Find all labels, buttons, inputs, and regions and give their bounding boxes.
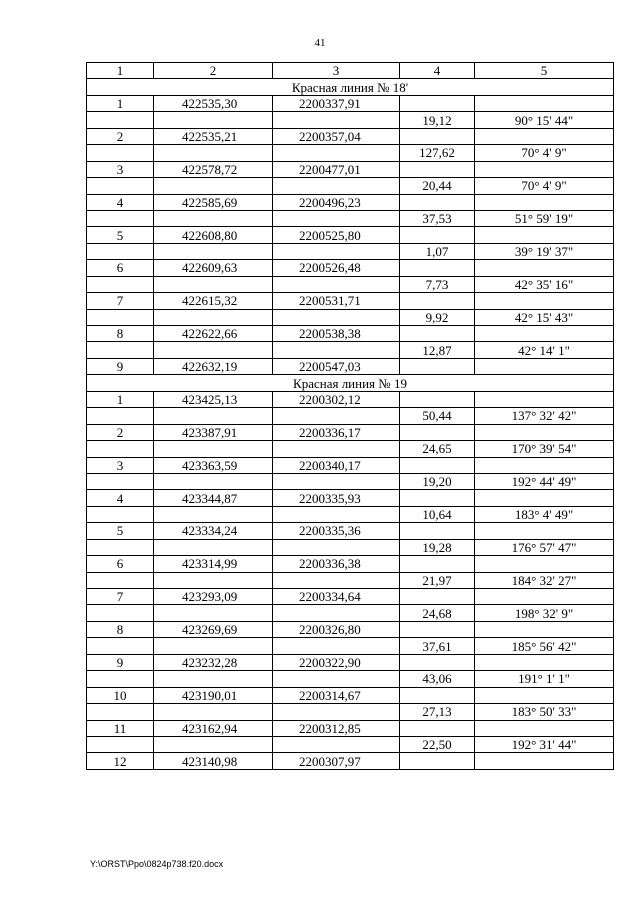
point-row [87, 523, 614, 539]
y-coordinate: 2200326,80 [273, 621, 400, 637]
y-coordinate: 2200357,04 [273, 128, 400, 144]
segment-row [87, 309, 614, 325]
segment-length: 21,97 [400, 572, 475, 588]
point-number: 8 [87, 621, 154, 637]
x-coordinate [154, 506, 273, 522]
point-row [87, 621, 614, 637]
point-number: 7 [87, 589, 154, 605]
segment-row [87, 704, 614, 720]
direction-angle: 42° 14' 1" [475, 342, 614, 358]
segment-length [400, 128, 475, 144]
point-number [87, 210, 154, 226]
x-coordinate: 423293,09 [154, 589, 273, 605]
x-coordinate [154, 441, 273, 457]
table-header-row [87, 63, 614, 79]
point-number [87, 704, 154, 720]
y-coordinate: 2200335,36 [273, 523, 400, 539]
point-row [87, 753, 614, 769]
segment-row [87, 473, 614, 489]
direction-angle: 192° 31' 44" [475, 736, 614, 752]
segment-row [87, 441, 614, 457]
y-coordinate [273, 408, 400, 424]
segment-length [400, 161, 475, 177]
x-coordinate [154, 671, 273, 687]
y-coordinate [273, 309, 400, 325]
point-number [87, 408, 154, 424]
page-number: 41 [314, 37, 326, 49]
direction-angle: 183° 50' 33" [475, 704, 614, 720]
point-number [87, 605, 154, 621]
segment-row [87, 145, 614, 161]
x-coordinate: 422609,63 [154, 260, 273, 276]
direction-angle: 51° 59' 19" [475, 210, 614, 226]
y-coordinate [273, 539, 400, 555]
section-title: Красная линия № 18' [87, 79, 614, 95]
segment-row [87, 243, 614, 259]
column-header-3: 3 [273, 63, 400, 79]
x-coordinate: 422622,66 [154, 326, 273, 342]
segment-row [87, 671, 614, 687]
y-coordinate [273, 736, 400, 752]
direction-angle: 185° 56' 42" [475, 638, 614, 654]
y-coordinate [273, 441, 400, 457]
segment-length: 37,53 [400, 210, 475, 226]
direction-angle [475, 128, 614, 144]
x-coordinate [154, 309, 273, 325]
segment-row [87, 736, 614, 752]
segment-length: 19,20 [400, 473, 475, 489]
segment-length [400, 556, 475, 572]
segment-length: 43,06 [400, 671, 475, 687]
direction-angle [475, 260, 614, 276]
direction-angle: 70° 4' 9" [475, 178, 614, 194]
y-coordinate: 2200526,48 [273, 260, 400, 276]
segment-row [87, 342, 614, 358]
point-row [87, 556, 614, 572]
segment-length [400, 457, 475, 473]
direction-angle: 184° 32' 27" [475, 572, 614, 588]
point-row [87, 161, 614, 177]
segment-length [400, 523, 475, 539]
direction-angle [475, 621, 614, 637]
y-coordinate [273, 178, 400, 194]
point-row [87, 260, 614, 276]
segment-length [400, 326, 475, 342]
coordinates-table-body [87, 63, 614, 770]
direction-angle: 137° 32' 42" [475, 408, 614, 424]
point-number [87, 441, 154, 457]
direction-angle: 198° 32' 9" [475, 605, 614, 621]
direction-angle [475, 753, 614, 769]
x-coordinate [154, 145, 273, 161]
point-number [87, 638, 154, 654]
point-row [87, 424, 614, 440]
direction-angle: 90° 15' 44" [475, 112, 614, 128]
point-number: 10 [87, 687, 154, 703]
point-number [87, 572, 154, 588]
y-coordinate [273, 342, 400, 358]
segment-length [400, 293, 475, 309]
y-coordinate: 2200336,17 [273, 424, 400, 440]
y-coordinate: 2200525,80 [273, 227, 400, 243]
point-number [87, 539, 154, 555]
column-header-5: 5 [475, 63, 614, 79]
x-coordinate: 423140,98 [154, 753, 273, 769]
segment-length: 22,50 [400, 736, 475, 752]
y-coordinate: 2200496,23 [273, 194, 400, 210]
segment-length: 10,64 [400, 506, 475, 522]
x-coordinate: 423269,69 [154, 621, 273, 637]
y-coordinate: 2200337,91 [273, 95, 400, 111]
x-coordinate: 423387,91 [154, 424, 273, 440]
point-number: 8 [87, 326, 154, 342]
segment-length: 37,61 [400, 638, 475, 654]
segment-length: 127,62 [400, 145, 475, 161]
x-coordinate [154, 704, 273, 720]
x-coordinate [154, 539, 273, 555]
x-coordinate [154, 605, 273, 621]
y-coordinate: 2200334,64 [273, 589, 400, 605]
point-number: 1 [87, 391, 154, 407]
point-number: 7 [87, 293, 154, 309]
direction-angle: 39° 19' 37" [475, 243, 614, 259]
section-title-row [87, 79, 614, 95]
point-number [87, 243, 154, 259]
x-coordinate: 422585,69 [154, 194, 273, 210]
x-coordinate: 422608,80 [154, 227, 273, 243]
y-coordinate: 2200547,03 [273, 358, 400, 374]
point-row [87, 490, 614, 506]
y-coordinate: 2200335,93 [273, 490, 400, 506]
point-row [87, 227, 614, 243]
y-coordinate [273, 506, 400, 522]
segment-length: 7,73 [400, 276, 475, 292]
point-number: 12 [87, 753, 154, 769]
segment-length [400, 358, 475, 374]
x-coordinate [154, 473, 273, 489]
y-coordinate [273, 704, 400, 720]
segment-length: 24,68 [400, 605, 475, 621]
direction-angle [475, 391, 614, 407]
column-header-2: 2 [154, 63, 273, 79]
point-number [87, 671, 154, 687]
y-coordinate [273, 605, 400, 621]
segment-length: 9,92 [400, 309, 475, 325]
direction-angle [475, 589, 614, 605]
point-row [87, 687, 614, 703]
y-coordinate: 2200340,17 [273, 457, 400, 473]
y-coordinate [273, 210, 400, 226]
direction-angle: 42° 35' 16" [475, 276, 614, 292]
x-coordinate [154, 572, 273, 588]
x-coordinate: 423162,94 [154, 720, 273, 736]
segment-length [400, 260, 475, 276]
segment-length: 20,44 [400, 178, 475, 194]
y-coordinate [273, 276, 400, 292]
point-row [87, 128, 614, 144]
segment-row [87, 539, 614, 555]
x-coordinate: 423190,01 [154, 687, 273, 703]
y-coordinate [273, 112, 400, 128]
segment-row [87, 506, 614, 522]
segment-length: 27,13 [400, 704, 475, 720]
point-number: 5 [87, 227, 154, 243]
point-number: 3 [87, 161, 154, 177]
segment-row [87, 638, 614, 654]
point-row [87, 654, 614, 670]
segment-length [400, 589, 475, 605]
segment-length: 50,44 [400, 408, 475, 424]
coordinates-table [86, 62, 614, 770]
y-coordinate: 2200538,38 [273, 326, 400, 342]
x-coordinate: 423334,24 [154, 523, 273, 539]
segment-length [400, 490, 475, 506]
segment-length: 1,07 [400, 243, 475, 259]
direction-angle [475, 490, 614, 506]
direction-angle [475, 227, 614, 243]
segment-length [400, 227, 475, 243]
segment-length [400, 95, 475, 111]
segment-length: 12,87 [400, 342, 475, 358]
y-coordinate: 2200531,71 [273, 293, 400, 309]
y-coordinate: 2200336,38 [273, 556, 400, 572]
point-number [87, 342, 154, 358]
direction-angle [475, 358, 614, 374]
x-coordinate [154, 408, 273, 424]
y-coordinate [273, 145, 400, 161]
segment-length [400, 654, 475, 670]
point-number: 4 [87, 194, 154, 210]
y-coordinate [273, 638, 400, 654]
point-number: 9 [87, 654, 154, 670]
x-coordinate: 422578,72 [154, 161, 273, 177]
y-coordinate: 2200322,90 [273, 654, 400, 670]
direction-angle [475, 687, 614, 703]
column-header-1: 1 [87, 63, 154, 79]
point-number: 6 [87, 260, 154, 276]
x-coordinate: 423314,99 [154, 556, 273, 572]
x-coordinate: 423344,87 [154, 490, 273, 506]
point-row [87, 720, 614, 736]
direction-angle [475, 523, 614, 539]
point-number: 11 [87, 720, 154, 736]
point-number: 2 [87, 128, 154, 144]
segment-length [400, 753, 475, 769]
section-title-row [87, 375, 614, 391]
segment-length: 19,12 [400, 112, 475, 128]
point-number [87, 276, 154, 292]
y-coordinate: 2200314,67 [273, 687, 400, 703]
direction-angle: 183° 4' 49" [475, 506, 614, 522]
direction-angle [475, 194, 614, 210]
x-coordinate [154, 112, 273, 128]
column-header-4: 4 [400, 63, 475, 79]
point-row [87, 293, 614, 309]
direction-angle [475, 326, 614, 342]
direction-angle: 176° 57' 47" [475, 539, 614, 555]
y-coordinate: 2200307,97 [273, 753, 400, 769]
x-coordinate: 423425,13 [154, 391, 273, 407]
x-coordinate [154, 736, 273, 752]
point-number [87, 112, 154, 128]
point-number: 1 [87, 95, 154, 111]
x-coordinate: 422535,30 [154, 95, 273, 111]
segment-length [400, 391, 475, 407]
segment-length [400, 621, 475, 637]
segment-row [87, 210, 614, 226]
point-number [87, 506, 154, 522]
point-number [87, 473, 154, 489]
segment-row [87, 605, 614, 621]
segment-row [87, 276, 614, 292]
direction-angle [475, 95, 614, 111]
y-coordinate: 2200477,01 [273, 161, 400, 177]
direction-angle [475, 161, 614, 177]
x-coordinate: 423232,28 [154, 654, 273, 670]
segment-row [87, 572, 614, 588]
point-row [87, 358, 614, 374]
point-number [87, 309, 154, 325]
point-number: 3 [87, 457, 154, 473]
y-coordinate [273, 572, 400, 588]
point-number [87, 178, 154, 194]
segment-row [87, 112, 614, 128]
x-coordinate: 423363,59 [154, 457, 273, 473]
segment-length [400, 687, 475, 703]
y-coordinate [273, 243, 400, 259]
x-coordinate [154, 638, 273, 654]
x-coordinate [154, 178, 273, 194]
section-title: Красная линия № 19 [87, 375, 614, 391]
x-coordinate [154, 210, 273, 226]
point-row [87, 391, 614, 407]
point-row [87, 589, 614, 605]
direction-angle: 192° 44' 49" [475, 473, 614, 489]
file-path-footer: Y:\ORST\Ppo\0824p738.f20.docx [90, 859, 224, 869]
direction-angle [475, 457, 614, 473]
point-number [87, 145, 154, 161]
segment-length [400, 194, 475, 210]
direction-angle [475, 293, 614, 309]
segment-length [400, 424, 475, 440]
direction-angle: 42° 15' 43" [475, 309, 614, 325]
direction-angle: 191° 1' 1" [475, 671, 614, 687]
segment-length: 24,65 [400, 441, 475, 457]
y-coordinate: 2200302,12 [273, 391, 400, 407]
direction-angle [475, 556, 614, 572]
segment-length [400, 720, 475, 736]
point-number: 6 [87, 556, 154, 572]
point-row [87, 326, 614, 342]
point-number: 5 [87, 523, 154, 539]
point-row [87, 194, 614, 210]
point-number [87, 736, 154, 752]
x-coordinate: 422535,21 [154, 128, 273, 144]
direction-angle: 70° 4' 9" [475, 145, 614, 161]
x-coordinate [154, 342, 273, 358]
x-coordinate [154, 243, 273, 259]
x-coordinate [154, 276, 273, 292]
direction-angle: 170° 39' 54" [475, 441, 614, 457]
point-number: 9 [87, 358, 154, 374]
direction-angle [475, 720, 614, 736]
y-coordinate [273, 473, 400, 489]
segment-length: 19,28 [400, 539, 475, 555]
x-coordinate: 422632,19 [154, 358, 273, 374]
point-row [87, 457, 614, 473]
y-coordinate [273, 671, 400, 687]
segment-row [87, 408, 614, 424]
point-number: 4 [87, 490, 154, 506]
point-number: 2 [87, 424, 154, 440]
point-row [87, 95, 614, 111]
direction-angle [475, 424, 614, 440]
segment-row [87, 178, 614, 194]
direction-angle [475, 654, 614, 670]
y-coordinate: 2200312,85 [273, 720, 400, 736]
x-coordinate: 422615,32 [154, 293, 273, 309]
